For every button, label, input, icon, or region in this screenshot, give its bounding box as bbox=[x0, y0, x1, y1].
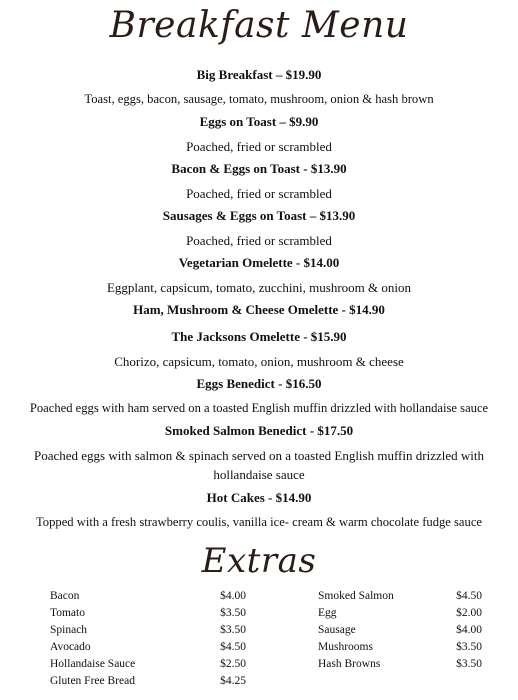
item-description: Poached eggs with salmon & spinach served on a toasted English muffin drizzled with hollandaise sauce bbox=[34, 448, 484, 482]
extra-price: $4.50 bbox=[220, 641, 246, 653]
extra-name: Smoked Salmon bbox=[318, 590, 394, 602]
extra-row bbox=[50, 656, 246, 673]
item-description: Poached, fried or scrambled bbox=[186, 186, 332, 201]
extra-price: $3.50 bbox=[456, 641, 482, 653]
extra-name: Bacon bbox=[50, 590, 80, 602]
menu-items bbox=[0, 64, 518, 534]
extra-price: $3.50 bbox=[456, 658, 482, 670]
extra-row bbox=[318, 656, 482, 673]
extras-left-column bbox=[50, 588, 246, 690]
extra-row bbox=[50, 588, 246, 605]
extra-price: $4.00 bbox=[456, 624, 482, 636]
item-description: Topped with a fresh strawberry coulis, vanilla ice- cream & warm chocolate fudge sauce bbox=[35, 515, 482, 529]
extra-row bbox=[318, 622, 482, 639]
extra-row bbox=[50, 605, 246, 622]
extra-price: $4.50 bbox=[456, 590, 482, 602]
menu-item bbox=[0, 111, 518, 158]
extra-name: Mushrooms bbox=[318, 641, 373, 653]
item-description: Toast, eggs, bacon, sausage, tomato, mushroom, onion & hash brown bbox=[84, 92, 434, 106]
item-name: Hot Cakes - $14.90 bbox=[206, 490, 312, 505]
extra-row bbox=[50, 673, 246, 690]
extra-name: Egg bbox=[318, 607, 337, 619]
menu-item bbox=[0, 487, 518, 534]
menu-item bbox=[0, 252, 518, 299]
item-name: Big Breakfast – $19.90 bbox=[196, 67, 322, 82]
item-name: Vegetarian Omelette - $14.00 bbox=[178, 255, 340, 270]
extra-row bbox=[50, 639, 246, 656]
extra-price: $4.25 bbox=[220, 675, 246, 687]
menu-item bbox=[0, 64, 518, 111]
extra-row bbox=[318, 605, 482, 622]
item-name: Sausages & Eggs on Toast – $13.90 bbox=[162, 208, 356, 223]
extra-price: $4.00 bbox=[220, 590, 246, 602]
item-description: Poached, fried or scrambled bbox=[186, 139, 332, 154]
extras-right-column bbox=[318, 588, 482, 673]
extras-title: Extras bbox=[201, 541, 317, 581]
extra-row bbox=[50, 622, 246, 639]
menu-item bbox=[0, 373, 518, 420]
extra-name: Sausage bbox=[318, 624, 356, 636]
menu-item bbox=[0, 205, 518, 252]
item-description: Eggplant, capsicum, tomato, zucchini, mushroom & onion bbox=[106, 280, 411, 295]
menu-title: Breakfast Menu bbox=[109, 5, 409, 46]
item-name: Eggs on Toast – $9.90 bbox=[199, 114, 319, 129]
item-description: Poached eggs with ham served on a toasted English muffin drizzled with hollandaise sauce bbox=[29, 401, 489, 415]
extra-price: $2.50 bbox=[220, 658, 246, 670]
extra-price: $3.50 bbox=[220, 607, 246, 619]
menu-item bbox=[0, 420, 518, 487]
item-description: Poached, fried or scrambled bbox=[186, 233, 332, 248]
item-name: Smoked Salmon Benedict - $17.50 bbox=[164, 423, 354, 438]
extra-price: $3.50 bbox=[220, 624, 246, 636]
extra-name: Tomato bbox=[50, 607, 85, 619]
extra-name: Avocado bbox=[50, 641, 91, 653]
extra-row bbox=[318, 588, 482, 605]
item-name: The Jacksons Omelette - $15.90 bbox=[171, 329, 347, 344]
extra-row bbox=[318, 639, 482, 656]
menu-item bbox=[0, 326, 518, 373]
extra-price: $2.00 bbox=[456, 607, 482, 619]
extra-name: Hash Browns bbox=[318, 658, 381, 670]
item-name: Ham, Mushroom & Cheese Omelette - $14.90 bbox=[133, 302, 385, 317]
extra-name: Spinach bbox=[50, 624, 88, 636]
item-description: Chorizo, capsicum, tomato, onion, mushroom & cheese bbox=[114, 354, 404, 369]
extra-name: Gluten Free Bread bbox=[50, 675, 135, 687]
item-name: Bacon & Eggs on Toast - $13.90 bbox=[171, 161, 347, 176]
extra-name: Hollandaise Sauce bbox=[50, 658, 136, 670]
item-name: Eggs Benedict - $16.50 bbox=[196, 376, 322, 391]
menu-item bbox=[0, 158, 518, 205]
menu-item bbox=[0, 299, 518, 326]
